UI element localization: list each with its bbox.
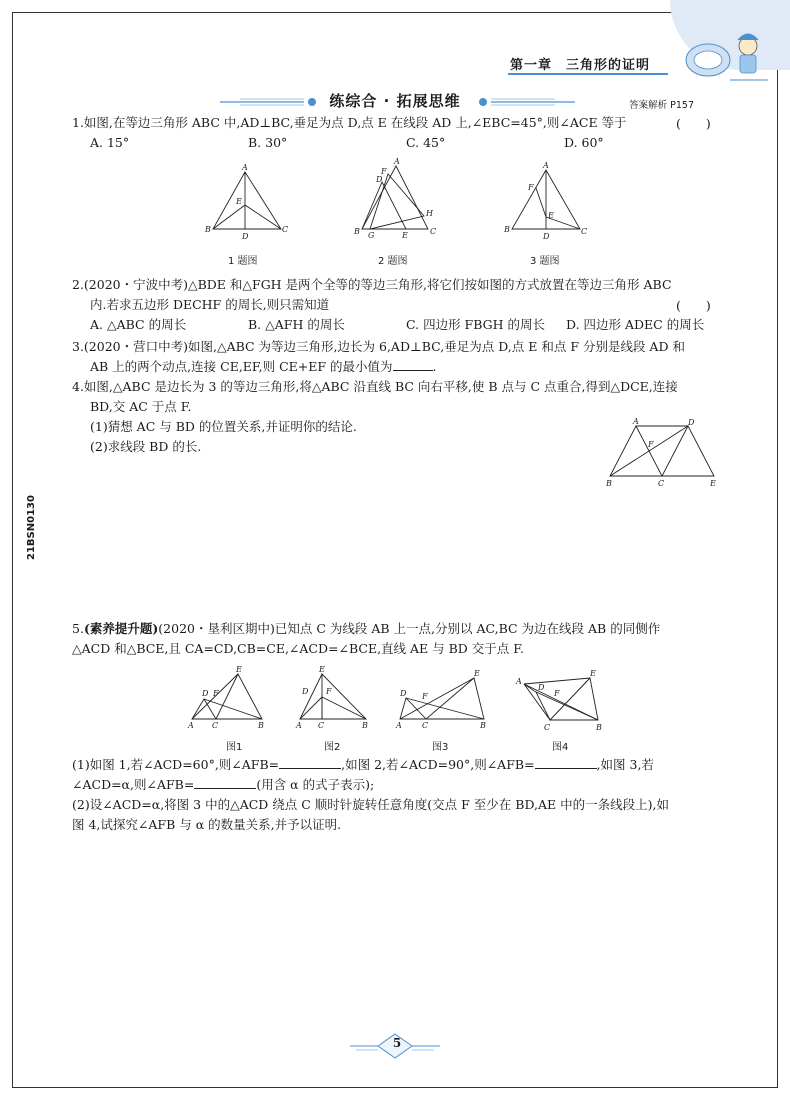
q5-blank-2[interactable] [535, 756, 597, 769]
svg-text:C: C [212, 721, 219, 730]
svg-text:E: E [236, 197, 242, 206]
svg-text:E: E [319, 665, 325, 674]
svg-text:A: A [242, 163, 248, 172]
q5-sub1-line2 [72, 776, 374, 794]
q2-line1: 2.(2020・宁波中考)△BDE 和△FGH 是两个全等的等边三角形,将它们按如图的方式放置在等边三角形 ABC [72, 277, 672, 292]
svg-text:H: H [426, 209, 433, 218]
q2-choices [90, 316, 710, 334]
q1-text: 1.如图,在等边三角形 ABC 中,AD⊥BC,垂足为点 D,点 E 在线段 AD 上,∠EBC=45°,则∠ACE 等于 [72, 115, 627, 130]
q5-number: 5. [72, 621, 84, 636]
q5-sub1-text-e: (用含 α 的式子表示); [256, 777, 375, 792]
q5-line1-text: (2020・垦利区期中)已知点 C 为线段 AB 上一点,分别以 AC,BC 为边在线段 AB 的同侧作 [158, 621, 661, 636]
q3-caption: 3 题图 [530, 256, 560, 267]
svg-text:D: D [688, 418, 695, 427]
q5-caption-2: 图2 [324, 742, 341, 753]
svg-text:D: D [400, 689, 407, 698]
q5-figure-4 [514, 664, 614, 734]
q1-answer-paren: ( ) [676, 116, 711, 131]
side-code: 21BSN0130 [26, 495, 37, 560]
q2-choice-d: D. 四边形 ADEC 的周长 [566, 317, 705, 332]
chapter-title: 第一章 三角形的证明 [510, 58, 651, 73]
svg-text:C: C [658, 479, 665, 488]
svg-text:A: A [188, 721, 194, 730]
svg-text:F: F [326, 687, 332, 696]
svg-text:D: D [543, 232, 550, 241]
q5-sub1-text-c: ,如图 3,若 [596, 757, 654, 772]
q5-figure-3 [396, 664, 496, 734]
q5-sub2-line1: (2)设∠ACD=α,将图 3 中的△ACD 绕点 C 顺时针旋转任意角度(交点 F 至少在 BD,AE 中的一条线段上),如 [72, 797, 669, 812]
q5-figure-1 [188, 664, 278, 734]
q5-sub1-text-a: (1)如图 1,若∠ACD=60°,则∠AFB= [72, 757, 280, 772]
q2-choice-a: A. △ABC 的周长 [90, 317, 187, 332]
svg-text:B: B [354, 227, 360, 236]
q1-figure [205, 162, 295, 242]
svg-text:B: B [362, 721, 368, 730]
svg-text:C: C [544, 723, 551, 732]
q3-line1: 3.(2020・营口中考)如图,△ABC 为等边三角形,边长为 6,AD⊥BC,垂足为点 D,点 E 和点 F 分别是线段 AD 和 [72, 339, 685, 354]
q1-choice-d: D. 60° [564, 135, 604, 150]
svg-text:G: G [368, 231, 375, 240]
q5-caption-3: 图3 [432, 742, 449, 753]
svg-text:E: E [236, 665, 242, 674]
mascot-logo-icon [680, 28, 770, 88]
q2-answer-paren: ( ) [676, 298, 711, 313]
q4-sub1: (1)猜想 AC 与 BD 的位置关系,并证明你的结论. [90, 419, 357, 434]
svg-text:C: C [430, 227, 437, 236]
svg-text:F: F [554, 689, 560, 698]
svg-text:A: A [516, 677, 522, 686]
q1-choice-b: B. 30° [248, 135, 288, 150]
svg-text:B: B [606, 479, 612, 488]
q4-line1: 4.如图,△ABC 是边长为 3 的等边三角形,将△ABC 沿直线 BC 向右平移,使 B 点与 C 点重合,得到△DCE,连接 [72, 379, 678, 394]
q4-figure [604, 416, 724, 486]
q1-caption: 1 题图 [228, 256, 258, 267]
q2-choice-c: C. 四边形 FBGH 的周长 [406, 317, 545, 332]
svg-text:B: B [205, 225, 211, 234]
q3-line2-text: AB 上的两个动点,连接 CE,EF,则 CE+EF 的最小值为 [90, 359, 393, 374]
q5-caption-4: 图4 [552, 742, 569, 753]
q2-line2: 内.若求五边形 DECHF 的周长,则只需知道 [90, 297, 330, 312]
q3-line2 [90, 358, 437, 376]
answer-reference: 答案解析 P157 [629, 100, 694, 111]
q5-sub1-line1 [72, 756, 654, 774]
svg-text:F: F [648, 440, 654, 449]
page-number: 5 [392, 1036, 402, 1050]
svg-text:F: F [381, 167, 387, 176]
q1-choices [90, 134, 710, 152]
svg-text:C: C [318, 721, 325, 730]
svg-text:E: E [710, 479, 716, 488]
q4-line2: BD,交 AC 于点 F. [90, 399, 192, 414]
q2-choice-b: B. △AFH 的周长 [248, 317, 345, 332]
svg-text:C: C [581, 227, 588, 236]
svg-text:F: F [422, 692, 428, 701]
svg-text:A: A [296, 721, 302, 730]
svg-text:C: C [282, 225, 289, 234]
q4-sub2: (2)求线段 BD 的长. [90, 439, 202, 454]
svg-text:A: A [394, 157, 400, 166]
svg-text:D: D [242, 232, 249, 241]
section-title: 练综合 · 拓展思维 [329, 92, 461, 110]
title-ornament-right-icon [475, 98, 575, 106]
q3-figure [504, 161, 598, 242]
svg-text:E: E [590, 669, 596, 678]
q5-sub2-line2: 图 4,试探究∠AFB 与 α 的数量关系,并予以证明. [72, 817, 342, 832]
svg-text:F: F [528, 183, 534, 192]
q3-answer-blank[interactable] [393, 358, 433, 371]
svg-text:D: D [302, 687, 309, 696]
q5-line2: △ACD 和△BCE,且 CA=CD,CB=CE,∠ACD=∠BCE,直线 AE 与 BD 交于点 F. [72, 641, 524, 656]
svg-text:D: D [376, 175, 383, 184]
svg-text:F: F [213, 689, 219, 698]
q5-blank-3[interactable] [194, 776, 256, 789]
q5-line1 [72, 620, 660, 638]
svg-text:E: E [474, 669, 480, 678]
header-divider [508, 73, 668, 75]
q5-caption-1: 图1 [226, 742, 243, 753]
svg-text:B: B [504, 225, 510, 234]
q3-line2-end: . [432, 359, 437, 374]
q5-sub1-text-b: ,如图 2,若∠ACD=90°,则∠AFB= [341, 757, 535, 772]
q5-sub1-text-d: ∠ACD=α,则∠AFB= [72, 777, 195, 792]
q2-figure [352, 158, 442, 242]
svg-text:B: B [596, 723, 602, 732]
svg-text:A: A [543, 161, 549, 170]
svg-text:A: A [396, 721, 402, 730]
svg-text:D: D [202, 689, 209, 698]
svg-text:B: B [480, 721, 486, 730]
svg-text:B: B [258, 721, 264, 730]
svg-text:E: E [402, 231, 408, 240]
svg-text:C: C [422, 721, 429, 730]
svg-text:E: E [548, 211, 554, 220]
q2-caption: 2 题图 [378, 256, 408, 267]
q1-choice-c: C. 45° [406, 135, 446, 150]
svg-text:A: A [633, 417, 639, 426]
q1-choice-a: A. 15° [90, 135, 130, 150]
svg-text:D: D [538, 683, 545, 692]
q5-tag: (素养提升题) [83, 621, 159, 636]
q5-figure-2 [296, 664, 386, 734]
q5-blank-1[interactable] [279, 756, 341, 769]
